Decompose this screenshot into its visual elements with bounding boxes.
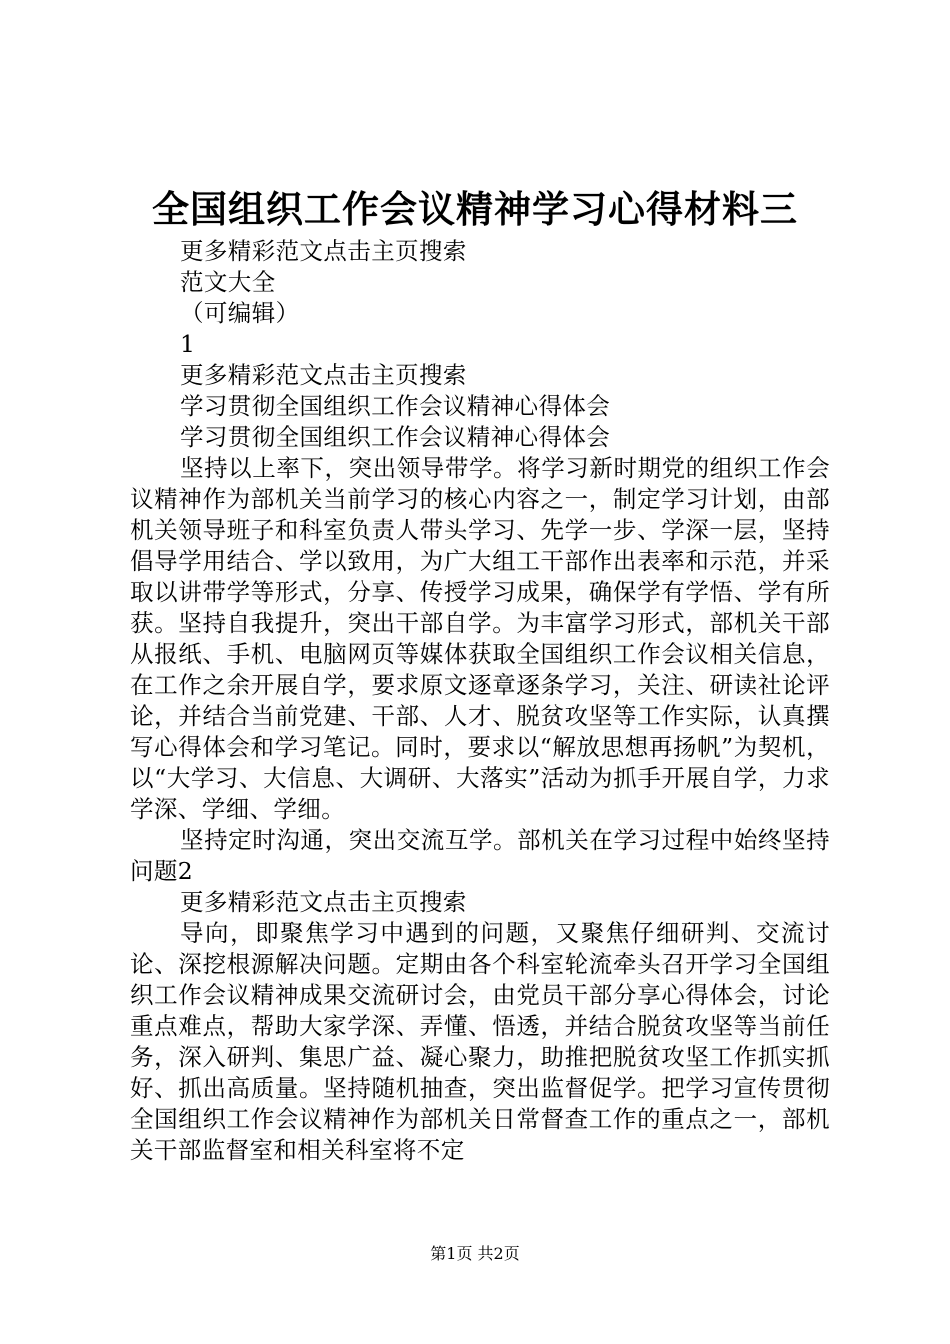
subtitle-line-1: 学习贯彻全国组织工作会议精神心得体会 [180,392,611,420]
paragraph-communication: 坚持定时沟通，突出交流互学。部机关在学习过程中始终坚持问题2 [130,826,830,885]
header-line-page-number: 1 [180,330,196,358]
page-footer: 第1页 共2页 [430,1244,520,1263]
document-body [130,236,830,1166]
repeat-line-more-articles[interactable]: 更多精彩范文点击主页搜索 [180,888,467,916]
subtitle-line-2: 学习贯彻全国组织工作会议精神心得体会 [180,423,611,451]
paragraph-orientation: 导向，即聚焦学习中遇到的问题，又聚焦仔细研判、交流讨论、深挖根源解决问题。定期由各个科室轮流牵头召开学习全国组织工作会议精神成果交流研讨会，由党员干部分享心得体会，讨论重点难点，帮助大家学深、弄懂、悟透，并结合脱贫攻坚等当前任务，深入研判、集思广益、凝心聚力，助推把脱贫攻坚工作抓实抓好、抓出高质量。坚持随机抽查，突出监督促学。把学习宣传贯彻全国组织工作会议精神作为部机关日常督查工作的重点之一，部机关干部监督室和相关科室将不定 [130,919,830,1164]
header-line-more-articles[interactable]: 更多精彩范文点击主页搜索 [180,237,467,265]
document-title: 全国组织工作会议精神学习心得材料三 [152,187,798,231]
header-line-more-articles-2[interactable]: 更多精彩范文点击主页搜索 [180,361,467,389]
header-line-collection: 范文大全 [180,268,276,296]
paragraph-leadership: 坚持以上率下，突出领导带学。将学习新时期党的组织工作会议精神作为部机关当前学习的核心内容之一，制定学习计划，由部机关领导班子和科室负责人带头学习、先学一步、学深一层，坚持倡导学用结合、学以致用，为广大组工干部作出表率和示范，并采取以讲带学等形式，分享、传授学习成果，确保学有学悟、学有所获。坚持自我提升，突出干部自学。为丰富学习形式，部机关干部从报纸、手机、电脑网页等媒体获取全国组织工作会议相关信息，在工作之余开展自学，要求原文逐章逐条学习，关注、研读社论评论，并结合当前党建、干部、人才、脱贫攻坚等工作实际，认真撰写心得体会和学习笔记。同时，要求以“解放思想再扬帆”为契机，以“大学习、大信息、大调研、大落实”活动为抓手开展自学，力求学深、学细、学细。 [130,454,830,823]
header-line-editable: （可编辑） [180,299,300,327]
